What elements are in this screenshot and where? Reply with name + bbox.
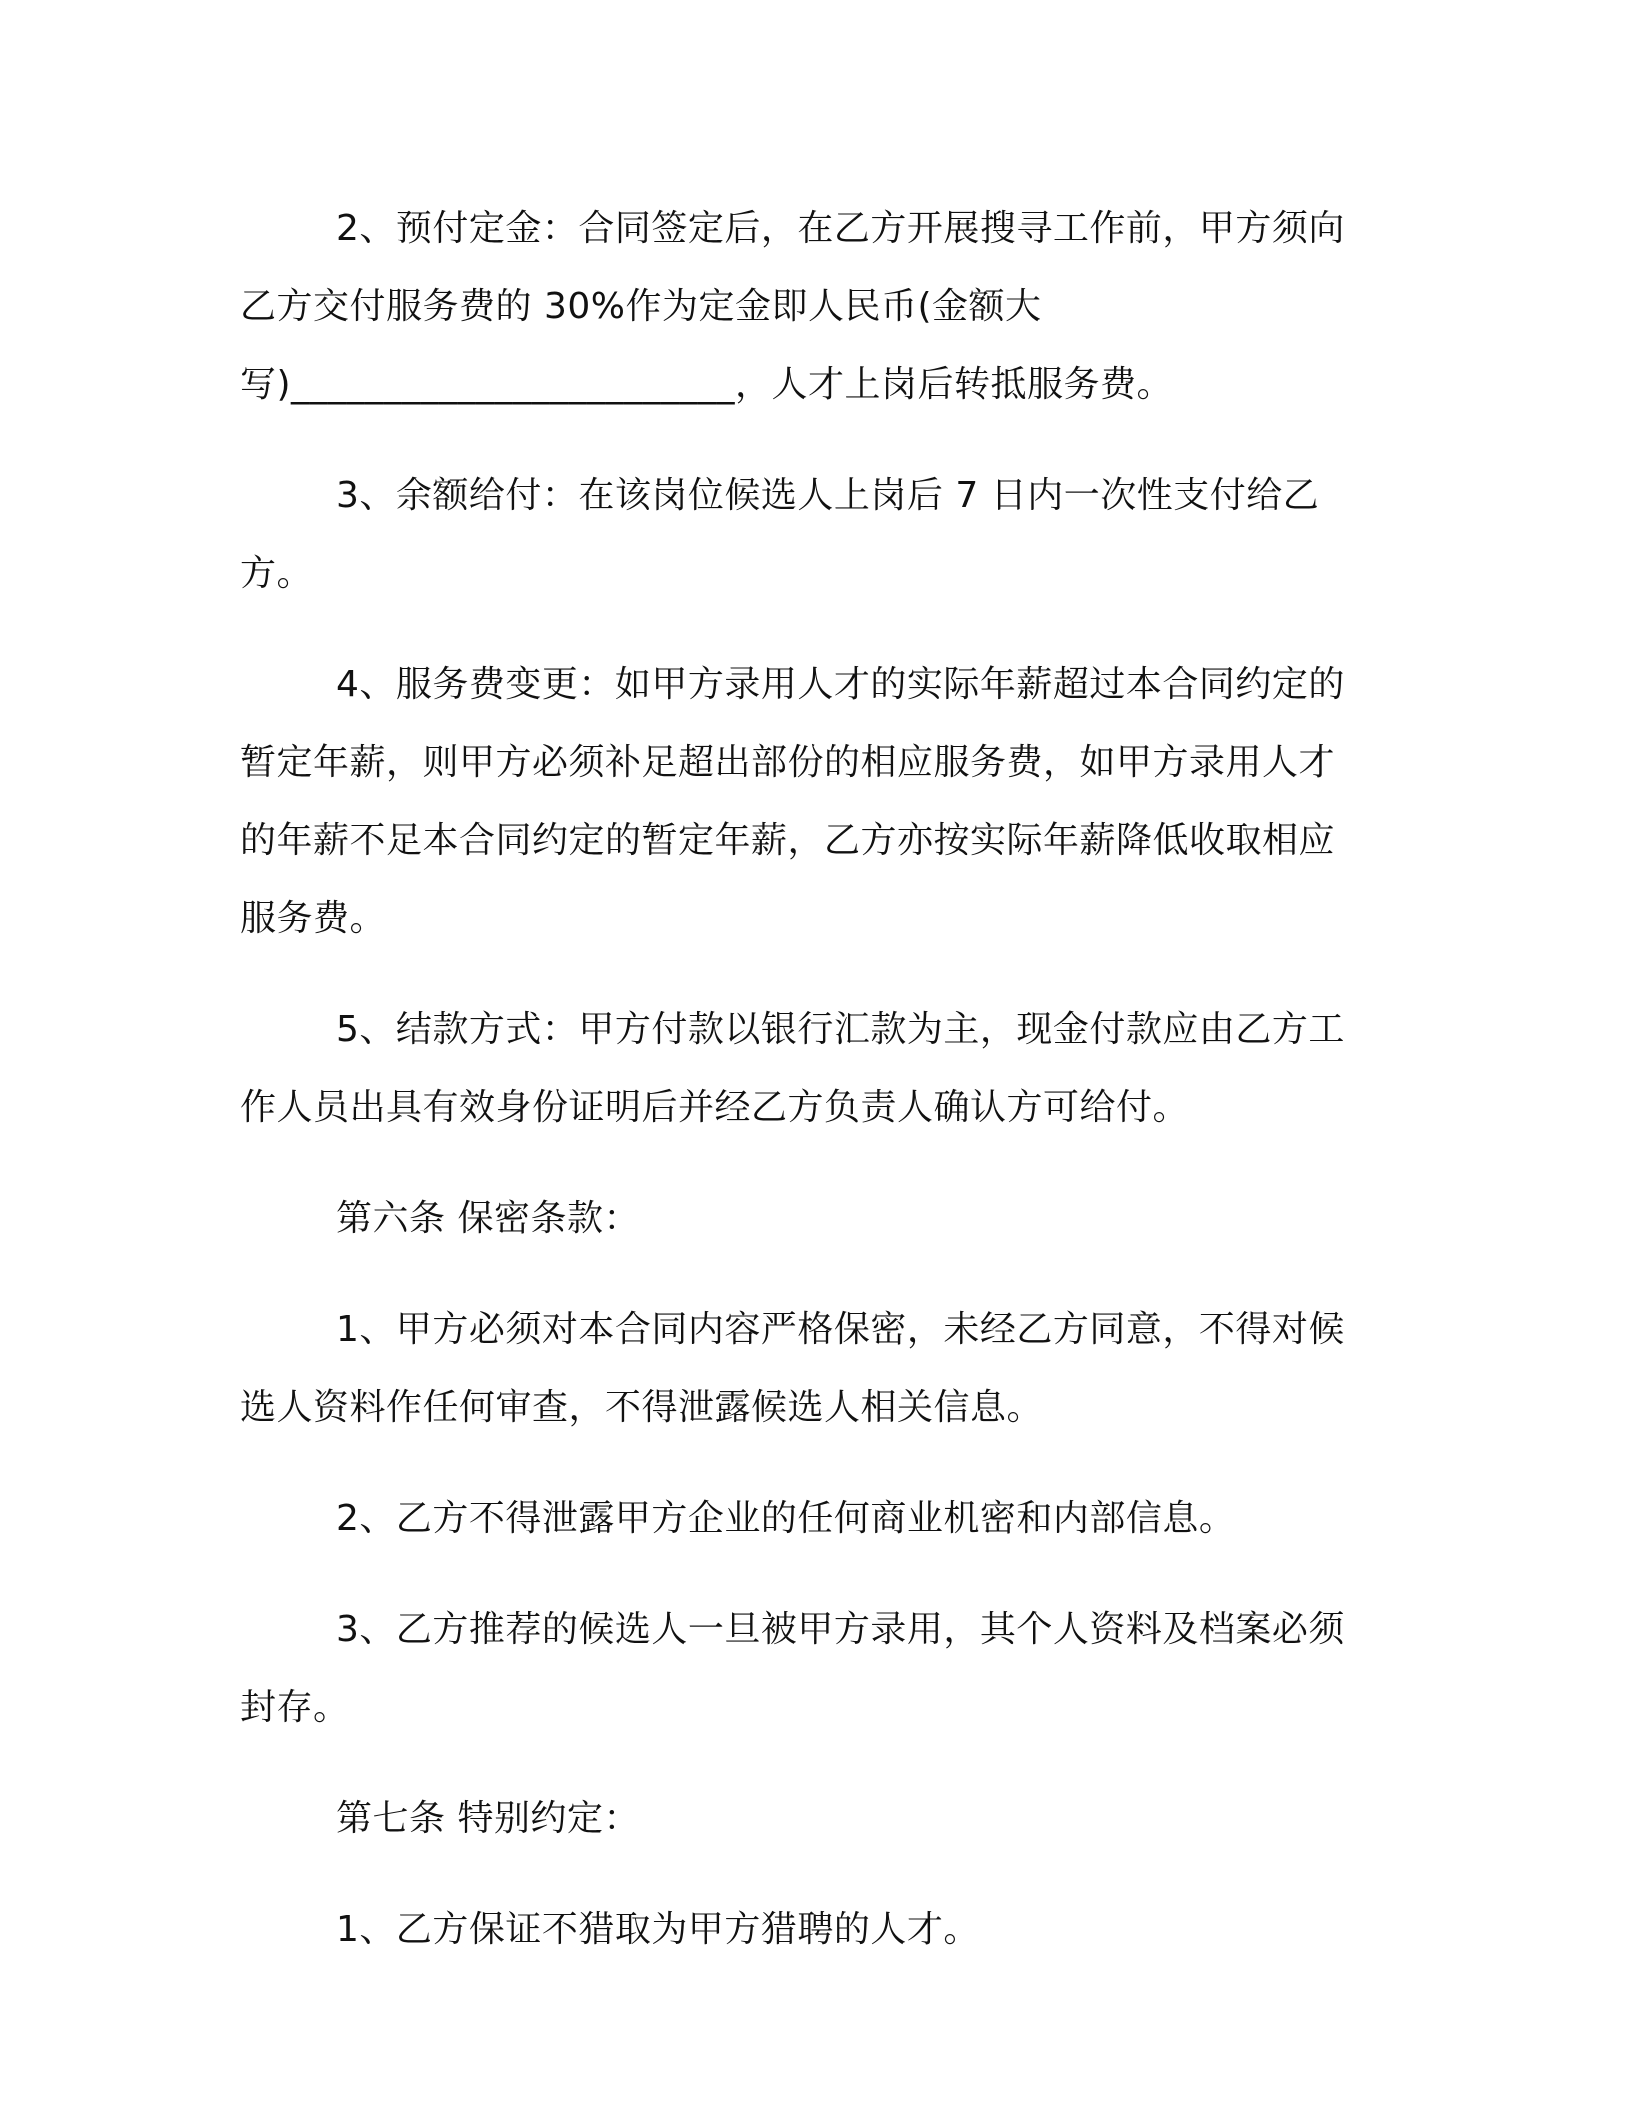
section-heading-article-6 (240, 1180, 1380, 1258)
text-line: 作人员出具有效身份证明后并经乙方负责人确认方可给付。 (240, 1087, 1190, 1128)
text-line: 1、甲方必须对本合同内容严格保密，未经乙方同意，不得对候 (336, 1309, 1345, 1350)
paragraph-confidentiality-3 (240, 1591, 1380, 1747)
text-line: 4、服务费变更：如甲方录用人才的实际年薪超过本合同约定的 (336, 664, 1345, 705)
text-line: 1、乙方保证不猎取为甲方猎聘的人才。 (336, 1909, 980, 1950)
paragraph-confidentiality-1 (240, 1291, 1380, 1447)
section-heading-article-7 (240, 1780, 1380, 1858)
paragraph-fee-change (240, 646, 1380, 958)
text-line: 3、乙方推荐的候选人一旦被甲方录用，其个人资料及档案必须 (336, 1609, 1345, 1650)
paragraph-prepayment (240, 190, 1380, 424)
paragraph-settlement-method (240, 991, 1380, 1147)
text-line: 服务费。 (240, 898, 387, 939)
text-line: 2、乙方不得泄露甲方企业的任何商业机密和内部信息。 (336, 1498, 1236, 1539)
text-line: 乙方交付服务费的 30%作为定金即人民币(金额大 (240, 286, 1042, 327)
document-body (240, 190, 1380, 1969)
text-line: 选人资料作任何审查，不得泄露候选人相关信息。 (240, 1387, 1044, 1428)
paragraph-balance-payment (240, 457, 1380, 613)
text-line: 封存。 (240, 1687, 350, 1728)
paragraph-confidentiality-2 (240, 1480, 1380, 1558)
text-line: 2、预付定金：合同签定后，在乙方开展搜寻工作前，甲方须向 (336, 208, 1345, 249)
text-line: 第六条 保密条款： (336, 1198, 640, 1239)
text-line: 5、结款方式：甲方付款以银行汇款为主，现金付款应由乙方工 (336, 1009, 1345, 1050)
text-line: 的年薪不足本合同约定的暂定年薪，乙方亦按实际年薪降低收取相应 (240, 820, 1336, 861)
paragraph-special-agreement-1 (240, 1891, 1380, 1969)
text-line: 第七条 特别约定： (336, 1798, 640, 1839)
text-line: 暂定年薪，则甲方必须补足超出部份的相应服务费，如甲方录用人才 (240, 742, 1336, 783)
text-line: 3、余额给付：在该岗位候选人上岗后 7 日内一次性支付给乙方。 (240, 475, 1320, 594)
text-line: 写)________________________，人才上岗后转抵服务费。 (240, 364, 1174, 405)
